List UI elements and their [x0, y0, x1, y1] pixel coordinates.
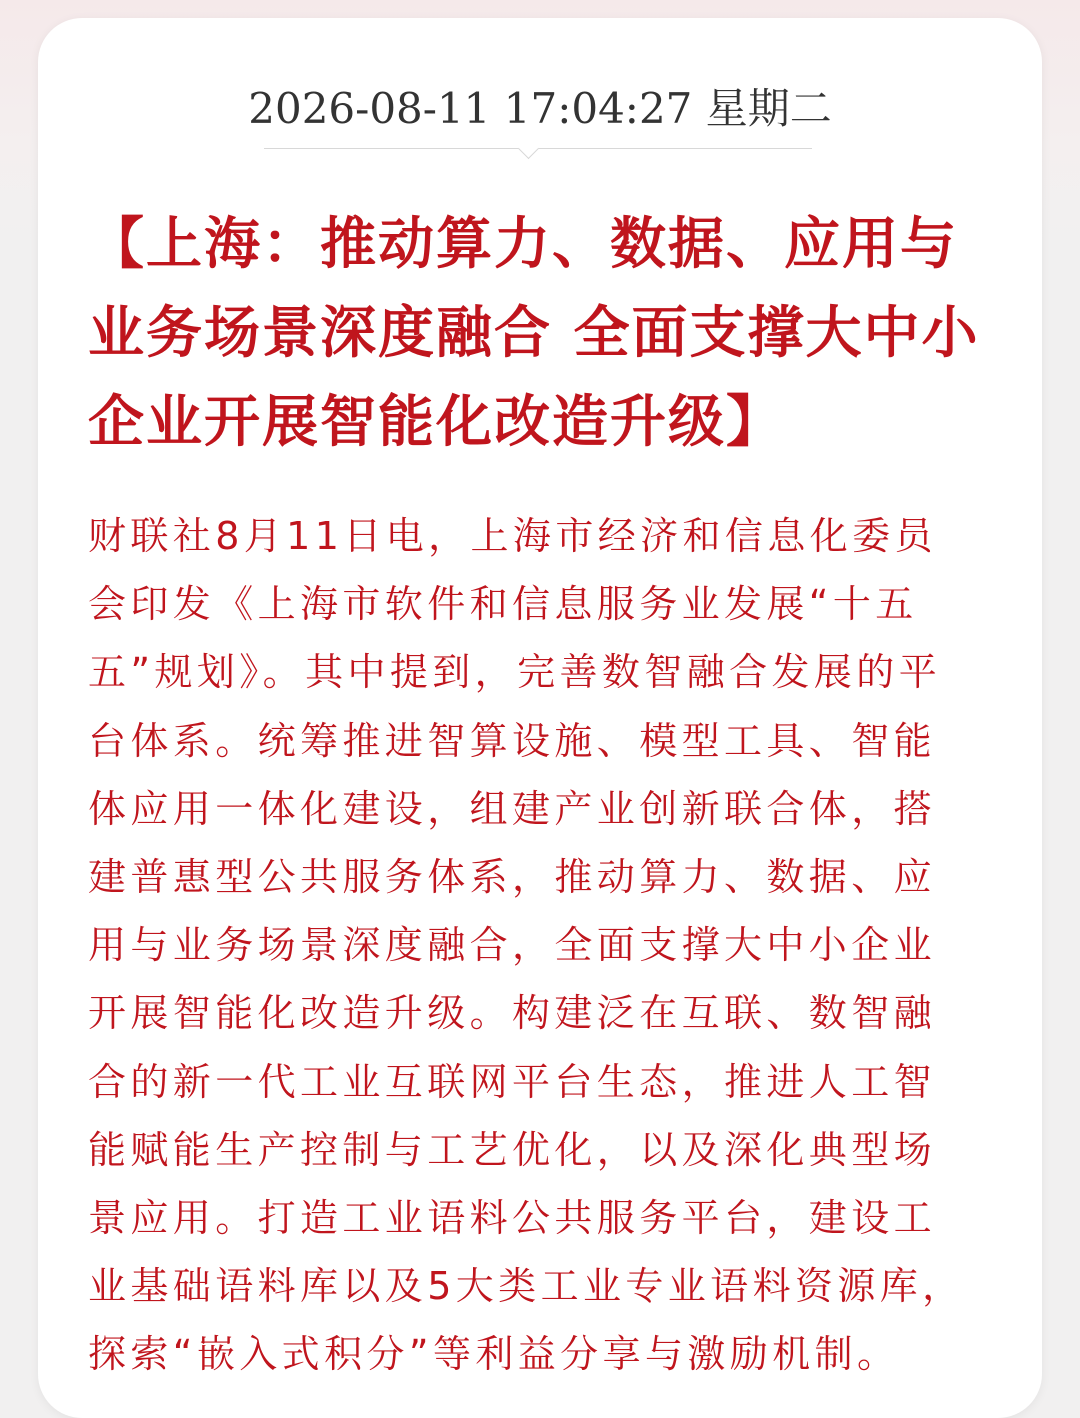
news-headline: 【上海：推动算力、数据、应用与业务场景深度融合 全面支撑大中小企业开展智能化改造升级】 — [88, 212, 980, 455]
news-body-text: 财联社8月11日电，上海市经济和信息化委员会印发《上海市软件和信息服务业发展“十五五”规划》。其中提到，完善数智融合发展的平台体系。统筹推进智算设施、模型工具、智能体应用一体化建设，组建产业创新联合体，搭建普惠型公共服务体系，推动算力、数据、应用与业务场景深度融合，全面支撑大中小企业开展智能化改造升级。构建泛在互联、数智融合的新一代工业互联网平台生态，推进人工智能赋能生产控制与工艺优化，以及深化典型场景应用。打造工业语料公共服务平台，建设工业基础语料库以及5大类工业专业语料资源库，探索“嵌入式积分”等利益分享与激励机制。 — [88, 514, 965, 1377]
publish-datetime: 2026-08-11 17:04:27 星期二 — [248, 84, 832, 133]
